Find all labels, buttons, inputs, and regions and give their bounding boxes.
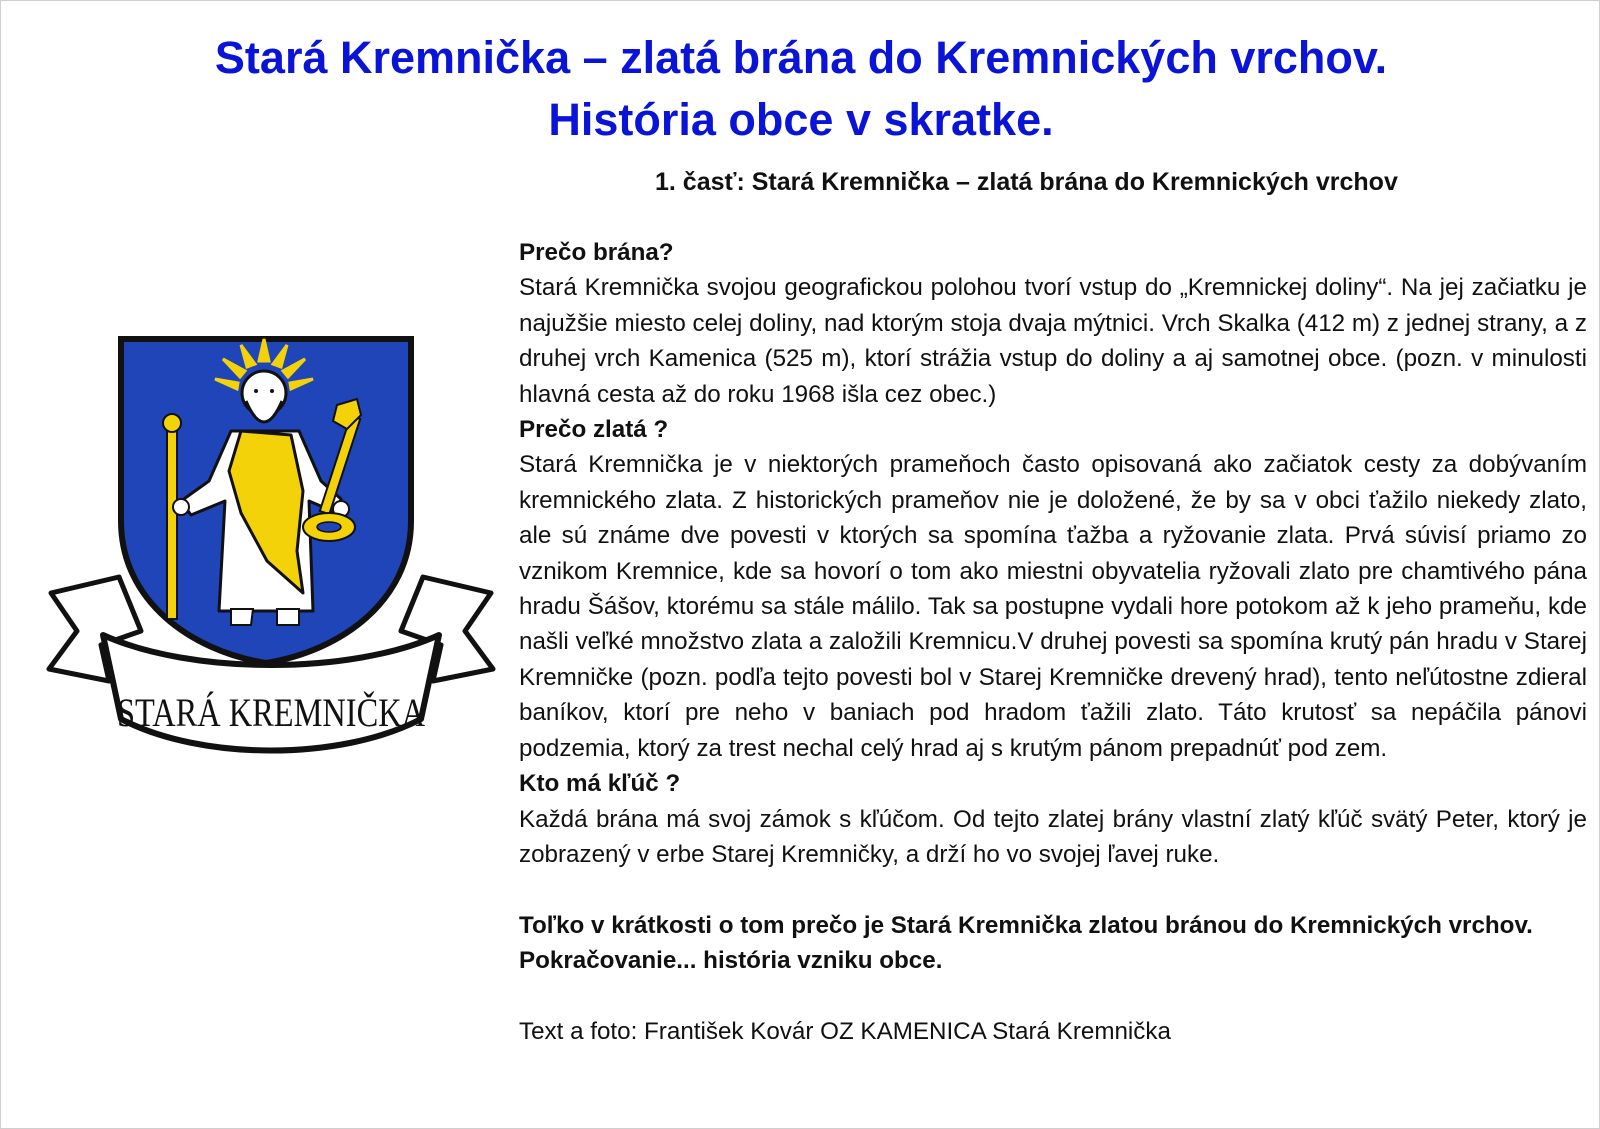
spacer xyxy=(519,872,1587,907)
closing-summary: Toľko v krátkosti o tom prečo je Stará Kremnička zlatou bránou do Kremnických vrchov. xyxy=(519,911,1533,939)
main-title-line-2: História obce v skratke. xyxy=(548,94,1054,145)
coat-banner-text: STARÁ KREMNIČKA xyxy=(117,690,426,735)
part-subtitle: 1. časť: Stará Kremnička – zlatá brána do Kremnických vrchov xyxy=(655,168,1398,196)
main-title-line-1: Stará Kremnička – zlatá brána do Kremnických vrchov. xyxy=(214,32,1388,83)
section-text-key: Každá brána má svoj zámok s kľúčom. Od tejto zlatej brány vlastní zlatý kľúč svätý Peter, ktorý je zobrazený v erbe Starej Kremničky, a drží ho vo svojej ľavej ruke. xyxy=(519,805,1587,868)
author-credit: Text a foto: František Kovár OZ KAMENICA Stará Kremnička xyxy=(519,1017,1171,1045)
coat-of-arms-icon xyxy=(41,331,501,781)
section-heading-gate: Prečo brána? xyxy=(519,239,674,266)
coat-of-arms-image xyxy=(41,331,501,781)
section-heading-key: Kto má kľúč ? xyxy=(519,770,681,798)
continuation-note: Pokračovanie... história vzniku obce. xyxy=(519,947,943,975)
section-text-gate: Stará Kremnička svojou geografickou polohou tvorí vstup do „Kremnickej doliny“. Na jej začiatku je najužšie miesto celej doliny, nad ktorým stoja dvaja mýtnici. Vrch Skalka (412 m) z jednej strany, a z druhej vrch Kamenica (525 m), ktorí strážia vstup do doliny a aj samotnej obce. (pozn. v minulosti hlavná cesta až do roku 1968 išla cez obec.) xyxy=(519,274,1587,408)
main-title xyxy=(1,27,1600,151)
spacer xyxy=(519,979,1587,1014)
article-body xyxy=(519,235,1587,1049)
section-text-gold: Stará Kremnička je v niektorých prameňoch často opisovaná ako začiatok cesty za dobývaním kremnického zlata. Z historických prameňov nie je doložené, že by sa v obci ťažilo niekedy zlato, ale sú známe dve povesti v ktorých sa spomína ťažba a ryžovanie zlata. Prvá súvisí priamo zo vznikom Kremnice, kde sa hovorí o tom ako miestni obyvatelia ryžovali zlato pre chamtivého pána hradu Šášov, ktorému sa stále málilo. Tak sa postupne vydali hore potokom až k jeho prameňu, kde našli veľké množstvo zlata a založili Kremnicu.V druhej povesti sa spomína krutý pán hradu v Starej Kremničke (pozn. podľa tejto povesti bol v Starej Kremničke drevený hrad), tento neľútostne zdieral baníkov, ktorí pre neho v baniach pod hradom ťažili zlato. Táto krutosť sa nepáčila pánovi podzemia, ktorý za trest nechal celý hrad aj s krutým pánom prepadnúť pod zem. xyxy=(519,451,1587,762)
section-heading-gold: Prečo zlatá ? xyxy=(519,416,669,444)
